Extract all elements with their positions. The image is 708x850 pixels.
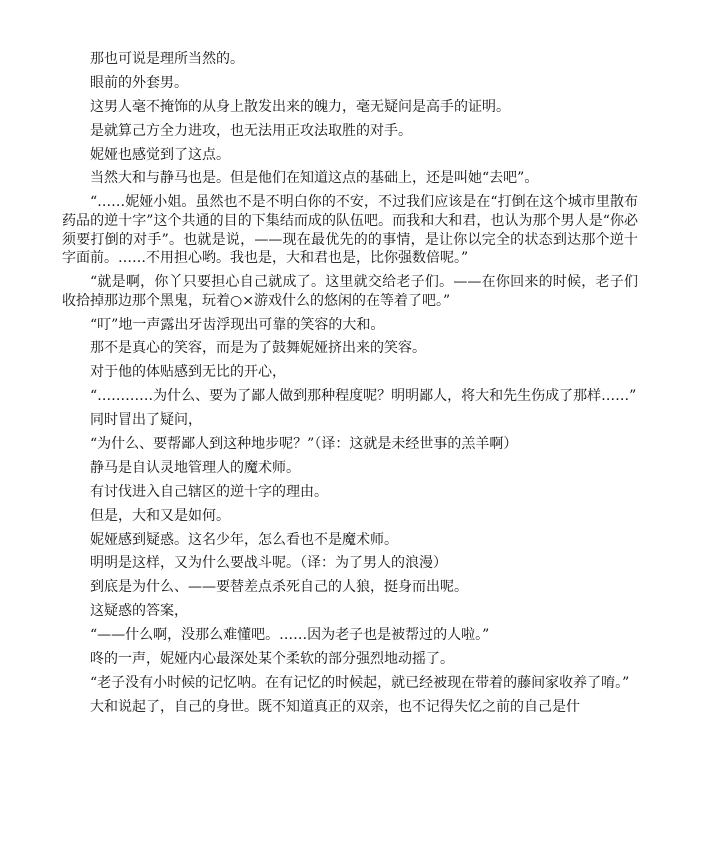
paragraph: 静马是自认灵地管理人的魔术师。 [90,459,300,476]
document-page [62,50,638,722]
paragraph: 同时冒出了疑问， [90,412,202,429]
paragraph: “……妮娅小姐。虽然也不是不明白你的不安，不过我们应该是在“打倒在这个城市里散布药品的逆十字”这个共通的目的下集结而成的队伍吧。而我和大和君，也认为那个男人是“你必须要打倒的对手”。也就是说，——现在最优先的的事情，是让你以完全的状态到达那个逆十字面前。……不用担心哟。我也是，大和君也是，比你强数倍呢。” [62,194,638,267]
paragraph: 是就算己方全力进攻，也无法用正攻法取胜的对手。 [90,122,412,139]
paragraph: 大和说起了，自己的身世。既不知道真正的双亲，也不记得失忆之前的自己是什 [90,698,580,715]
paragraph: 妮娅也感觉到了这点。 [90,146,230,163]
paragraph: “老子没有小时候的记忆呐。在有记忆的时候起，就已经被现在带着的藤间家收养了唷。” [90,674,630,691]
paragraph: 咚的一声，妮娅内心最深处某个柔软的部分强烈地动摇了。 [90,650,454,667]
paragraph: 妮娅感到疑惑。这名少年，怎么看也不是魔术师。 [90,531,398,548]
paragraph: “就是啊，你丫只要担心自己就成了。这里就交给老子们。——在你回来的时候，老子们收拾掉那边那个黑鬼，玩着○×游戏什么的悠闲的在等着了吧。” [62,274,638,309]
paragraph: “为什么、要帮鄙人到这种地步呢？”（译：这就是未经世事的羔羊啊） [90,435,518,452]
paragraph: 这疑惑的答案， [90,603,188,620]
paragraph: 那也可说是理所当然的。 [90,51,244,67]
paragraph: 对于他的体贴感到无比的开心， [90,364,286,381]
paragraph: 到底是为什么、——要替差点杀死自己的人狼，挺身而出呢。 [90,579,468,596]
paragraph: 那不是真心的笑容，而是为了鼓舞妮娅挤出来的笑容。 [90,340,426,357]
paragraph: 明明是这样，又为什么要战斗呢。（译：为了男人的浪漫） [90,555,447,572]
paragraph: “…………为什么、要为了鄙人做到那种程度呢？明明鄙人，将大和先生伤成了那样……” [90,388,637,405]
paragraph: “叮”地一声露出牙齿浮现出可靠的笑容的大和。 [90,316,385,333]
paragraph: 这男人毫不掩饰的从身上散发出来的魄力，毫无疑问是高手的证明。 [90,98,510,115]
paragraph: “——什么啊，没那么难懂吧。……因为老子也是被帮过的人啦。” [90,627,490,644]
paragraph: 当然大和与静马也是。但是他们在知道这点的基础上，还是叫她“去吧”。 [90,170,539,187]
paragraph: 有讨伐进入自己辖区的逆十字的理由。 [90,483,328,500]
paragraph: 但是，大和又是如何。 [90,507,230,524]
paragraph: 眼前的外套男。 [90,74,188,91]
